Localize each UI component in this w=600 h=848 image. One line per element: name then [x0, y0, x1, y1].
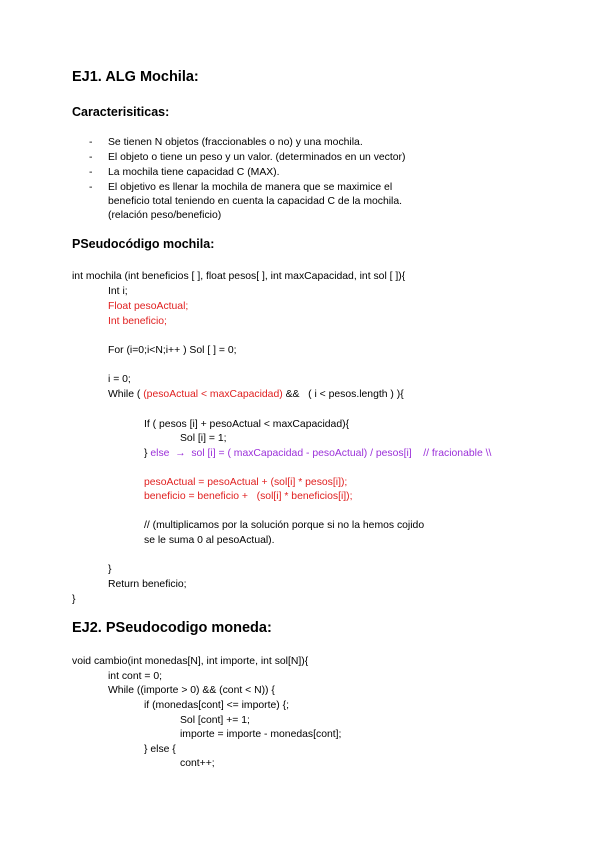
code-line: If ( pesos [i] + pesoActual < maxCapacidad){	[144, 419, 350, 430]
bullet-marker: -	[89, 137, 93, 148]
code-text-highlight: (pesoActual < maxCapacidad)	[143, 389, 283, 400]
code-line: // (multiplicamos por la solución porque si no la hemos cojido	[144, 520, 425, 531]
code-text: }	[144, 448, 151, 459]
code-line: int mochila (int beneficios [ ], float pesos[ ], int maxCapacidad, int sol [ ]){	[72, 271, 406, 282]
code-line: importe = importe - monedas[cont];	[180, 729, 342, 740]
code-line: Int beneficio;	[108, 316, 167, 327]
list-item-continuation: (relación peso/beneficio)	[108, 210, 222, 221]
code-line: cont++;	[180, 758, 215, 769]
bullet-marker: -	[89, 152, 93, 163]
code-line: beneficio = beneficio + (sol[i] * beneficios[i]);	[144, 491, 353, 502]
code-line: void cambio(int monedas[N], int importe, int sol[N]){	[72, 656, 309, 667]
code-line: pesoActual = pesoActual + (sol[i] * pesos[i]);	[144, 477, 348, 488]
code-text-highlight: else → sol [i] = ( maxCapacidad - pesoActual) / pesos[i] // fracionable \\	[150, 448, 492, 459]
code-line: }	[72, 594, 76, 605]
list-item: El objetivo es llenar la mochila de manera que se maximice el	[108, 182, 393, 193]
code-line: Sol [cont] += 1;	[180, 715, 250, 726]
code-line: se le suma 0 al pesoActual).	[144, 535, 275, 546]
code-line: if (monedas[cont] <= importe) {;	[144, 700, 289, 711]
characteristics-heading: Caracterisiticas:	[72, 105, 170, 119]
code-line: int cont = 0;	[108, 671, 163, 682]
ej1-title: EJ1. ALG Mochila:	[72, 69, 199, 85]
code-text: && ( i < pesos.length ) ){	[282, 389, 404, 400]
bullet-marker: -	[89, 182, 93, 193]
list-item: Se tienen N objetos (fraccionables o no) y una mochila.	[108, 137, 363, 148]
list-item: La mochila tiene capacidad C (MAX).	[108, 167, 280, 178]
code-line: }	[108, 564, 112, 575]
bullet-marker: -	[89, 167, 93, 178]
code-line: For (i=0;i<N;i++ ) Sol [ ] = 0;	[108, 345, 237, 356]
code-line: Float pesoActual;	[108, 301, 189, 312]
code-line: } else {	[144, 744, 176, 755]
code-line: Return beneficio;	[108, 579, 187, 590]
code-text: While (	[108, 389, 144, 400]
code-line	[108, 388, 404, 401]
code-line	[144, 447, 491, 460]
code-line: i = 0;	[108, 374, 131, 385]
ej2-title: EJ2. PSeudocodigo moneda:	[72, 620, 272, 636]
code-line: Sol [i] = 1;	[180, 433, 227, 444]
list-item: El objeto o tiene un peso y un valor. (determinados en un vector)	[108, 152, 406, 163]
pseudocode-heading: PSeudocódigo mochila:	[72, 237, 215, 251]
code-line: While ((importe > 0) && (cont < N)) {	[108, 685, 275, 696]
list-item-continuation: beneficio total teniendo en cuenta la capacidad C de la mochila.	[108, 196, 403, 207]
code-line: Int i;	[108, 286, 128, 297]
